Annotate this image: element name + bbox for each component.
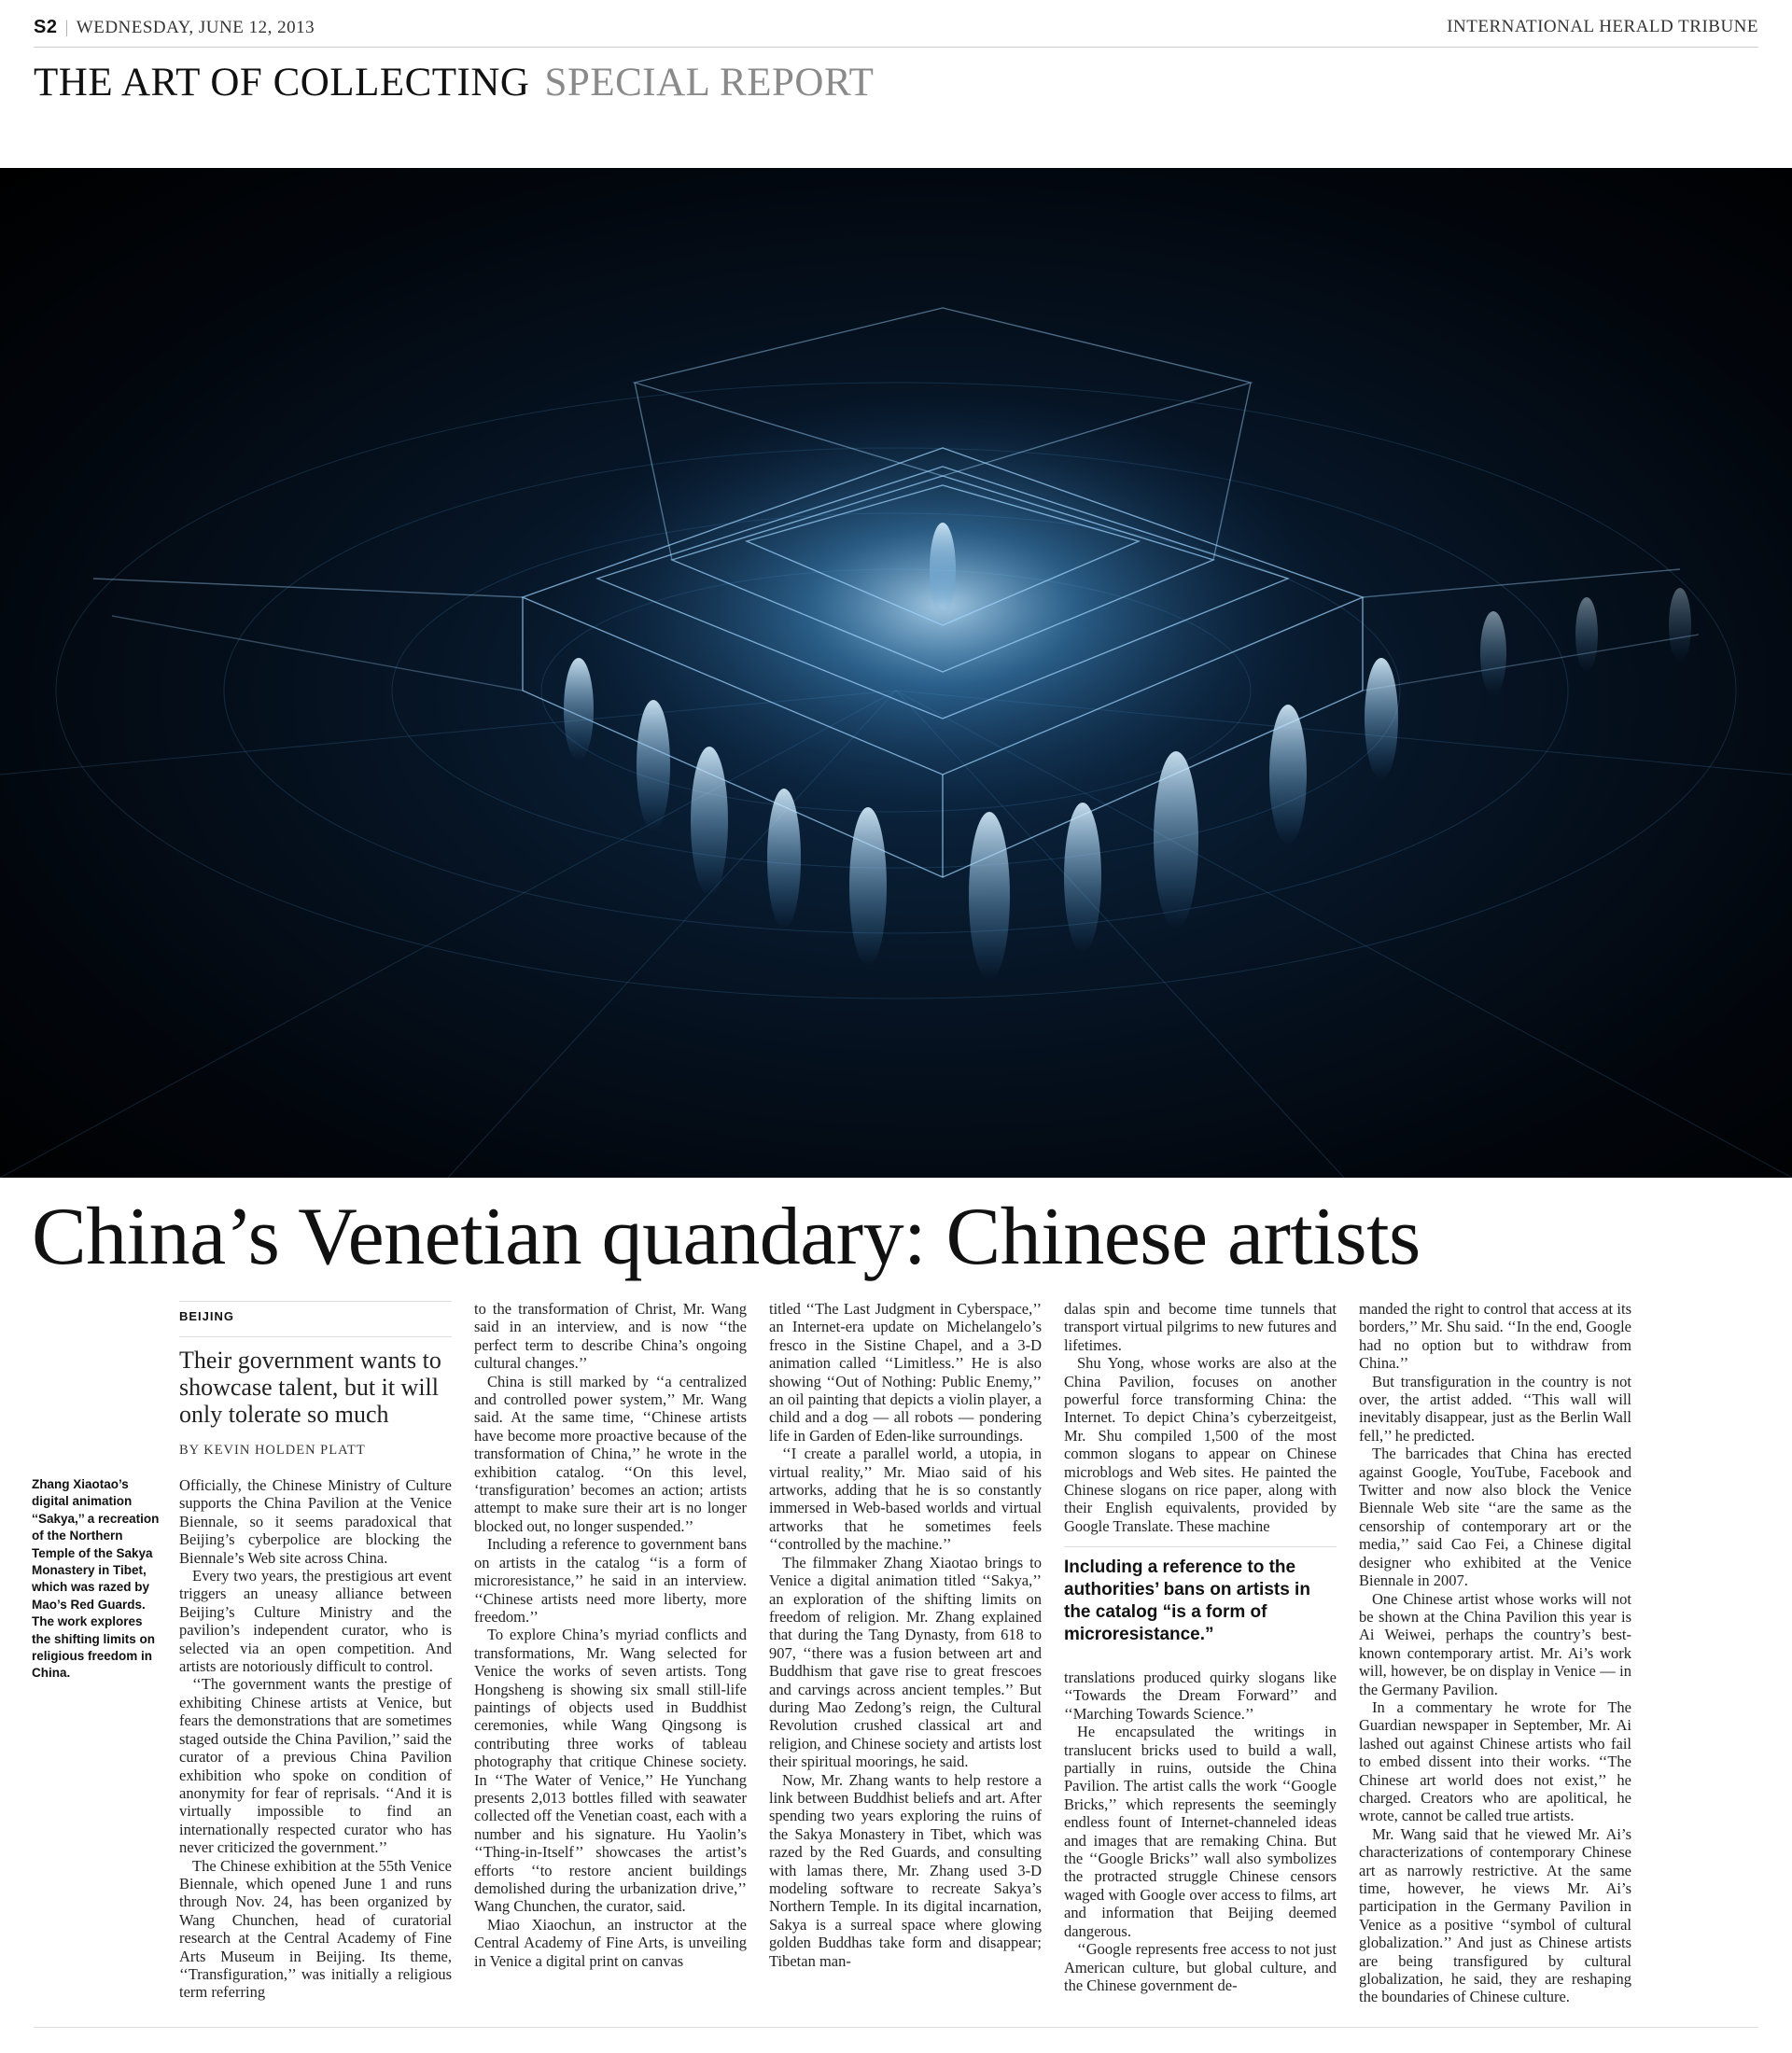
- section-header: [34, 60, 874, 105]
- masthead: [34, 17, 1758, 48]
- paragraph: The barricades that China has erected against Google, YouTube, Facebook and Twitter and now also block the Venice Biennale Web site ‘‘are the same as the censorship of contemporary art or the media,’’ said Cao Fei, a Chinese digital designer who exhibited at the Venice Biennale in 2007.: [1359, 1445, 1631, 1590]
- photo-caption: Zhang Xiaotao’s digital animation ‘‘Sakya,’’ a recreation of the Northern Temple of the Sakya Monastery in Tibet, which was razed by Mao’s Red Guards. The work explores the shifting limits on religious freedom in China.: [32, 1477, 160, 1681]
- article-column-1: [179, 1476, 452, 2002]
- deck: Their government wants to showcase talent, but it will only tolerate so much: [179, 1336, 452, 1428]
- page-number: S2: [34, 17, 58, 37]
- paper-name: INTERNATIONAL HERALD TRIBUNE: [1447, 17, 1758, 36]
- pull-quote: Including a reference to the authorities’ bans on artists in the catalog “is a form of microresistance.”: [1064, 1546, 1337, 1646]
- headline: China’s Venetian quandary: Chinese artists: [32, 1192, 1421, 1282]
- paragraph: Mr. Wang said that he viewed Mr. Ai’s characterizations of contemporary Chinese art as narrowly restrictive. At the same time, however, he views Mr. Ai’s participation in the Germany Pavilion in Venice as a positive ‘‘symbol of cultural globalization.’’ And just as Chinese artists are being transfigured by cultural globalization, he said, they are reshaping the boundaries of Chinese culture.: [1359, 1824, 1631, 2006]
- paragraph: He encapsulated the writings in translucent bricks used to build a wall, partially in ruins, outside the China Pavilion. The artist calls the work ‘‘Google Bricks,’’ which represents the seemingly endless fount of Internet-channeled ideas and images that are remaking China. But the ‘‘Google Bricks’’ wall also symbolizes the protracted struggle Chinese censors waged with Google over access to films, art and information that Beijing deemed dangerous.: [1064, 1723, 1337, 1940]
- bottom-divider: [34, 2027, 1758, 2028]
- paragraph: Now, Mr. Zhang wants to help restore a link between Buddhist beliefs and art. After spending two years exploring the ruins of the Sakya Monastery in Tibet, which was razed by the Red Guards, and consulting with lamas there, Mr. Zhang used 3-D modeling software to recreate Sakya’s Northern Temple. In its digital incarnation, Sakya is a surreal space where glowing golden Buddhas take form and disappear; Tibetan man-: [769, 1770, 1042, 1970]
- paragraph: China is still marked by ‘‘a centralized and controlled power system,’’ Mr. Wang said. At the same time, ‘‘Chinese artists have become more proactive because of the transformation of China,’’ he wrote in the exhibition catalog. ‘‘On this level, ‘transfiguration’ becomes an action; artists attempt to make sure their art is no longer blocked out, no longer suspended.’’: [474, 1372, 747, 1535]
- paragraph: ‘‘The government wants the prestige of exhibiting Chinese artists at Venice, but fears the demonstrations that are sometimes staged outside the China Pavilion,’’ said the curator of a previous China Pavilion exhibition who spoke on condition of anonymity for fear of reprisals. ‘‘And it is virtually impossible to find an internationally respected curator who has never criticized the government.’’: [179, 1675, 452, 1857]
- paragraph: But transfiguration in the country is not over, the artist added. ‘‘This wall will inevitably disappear, just as the Berlin Wall fell,’’ he predicted.: [1359, 1372, 1631, 1445]
- article-column-2: [474, 1300, 747, 1970]
- paragraph: ‘‘Google represents free access to not just American culture, but global culture, and the Chinese government de-: [1064, 1940, 1337, 1994]
- paragraph: titled ‘‘The Last Judgment in Cyberspace,’’ an Internet-era update on Michelangelo’s fresco in the Sistine Chapel, and a 3-D animation called ‘‘Limitless.’’ He is also showing ‘‘Out of Nothing: Public Enemy,’’ an oil painting that depicts a violin player, a child and a dog — all robots — pondering life in Garden of Eden-like surroundings.: [769, 1300, 1042, 1445]
- article-column-3: [769, 1300, 1042, 1970]
- paragraph: One Chinese artist whose works will not be shown at the China Pavilion this year is Ai Weiwei, perhaps the country’s best-known contemporary artist. Mr. Ai’s work will, however, be on display in Venice — in the Germany Pavilion.: [1359, 1589, 1631, 1698]
- paragraph: dalas spin and become time tunnels that transport virtual pilgrims to new futures and lifetimes.: [1064, 1300, 1337, 1354]
- paragraph: Miao Xiaochun, an instructor at the Central Academy of Fine Arts, is unveiling in Venice a digital print on canvas: [474, 1915, 747, 1970]
- hero-photo: [0, 168, 1792, 1178]
- paragraph: translations produced quirky slogans like ‘‘Towards the Dream Forward’’ and ‘‘Marching Towards Science.’’: [1064, 1669, 1337, 1723]
- issue-date: WEDNESDAY, JUNE 12, 2013: [76, 18, 315, 37]
- paragraph: ‘‘I create a parallel world, a utopia, in virtual reality,’’ Mr. Miao said of his artworks, adding that he is so constantly immersed in Web-based worlds and virtual artworks that he sometimes feels ‘‘controlled by the machine.’’: [769, 1445, 1042, 1554]
- paragraph: In a commentary he wrote for The Guardian newspaper in September, Mr. Ai lashed out against Chinese artists who fail to embed dissent into their works. ‘‘The Chinese art world does not exist,’’ he charged. Creators who are apolitical, he wrote, cannot be called true artists.: [1359, 1697, 1631, 1825]
- article-column-5: [1359, 1300, 1631, 2006]
- byline: BY KEVIN HOLDEN PLATT: [179, 1443, 366, 1458]
- paragraph: Officially, the Chinese Ministry of Culture supports the China Pavilion at the Venice Biennale, so it seems paradoxical that Beijing’s cyberpolice are blocking the Biennale’s Web site across China.: [179, 1476, 452, 1567]
- dateline: BEIJING: [179, 1301, 452, 1323]
- section-title: THE ART OF COLLECTING: [34, 61, 530, 105]
- paragraph: The Chinese exhibition at the 55th Venice Biennale, which opened June 1 and runs through Nov. 24, has been organized by Wang Chunchen, head of curatorial research at the Central Academy of Fine Arts Museum in Beijing. Its theme, ‘‘Transfiguration,’’ was initially a religious term referring: [179, 1856, 452, 2002]
- paragraph: Shu Yong, whose works are also at the China Pavilion, focuses on another powerful force transforming China: the Internet. To depict China’s cyberzeitgeist, Mr. Shu compiled 1,500 of the most common slogans to appear on Chinese microblogs and Web sites. He painted the Chinese slogans on rice paper, along with their English equivalents, provided by Google Translate. These machine: [1064, 1354, 1337, 1535]
- paragraph: To explore China’s myriad conflicts and transformations, Mr. Wang selected for Venice the works of seven artists. Tong Hongsheng is showing six small still-life paintings of objects used in Buddhist ceremonies, while Wang Qingsong is contributing three works of tableau photography that critique Chinese society. In ‘‘The Water of Venice,’’ He Yunchang presents 2,013 bottles filled with seawater collected off the Venetian coast, each with a number and his signature. Hu Yaolin’s ‘‘Thing-in-Itself’’ showcases the artist’s efforts ‘‘to restore ancient buildings demolished during the urbanization drive,’’ Wang Chunchen, the curator, said.: [474, 1626, 747, 1916]
- temple-wireframe-image: [0, 168, 1792, 1178]
- section-label: SPECIAL REPORT: [544, 61, 875, 105]
- paragraph: Including a reference to government bans on artists in the catalog ‘‘is a form of microresistance,’’ he said in an interview. ‘‘Chinese artists need more liberty, more freedom.’’: [474, 1535, 747, 1626]
- article-column-4-top: [1064, 1300, 1337, 1535]
- paragraph: Every two years, the prestigious art event triggers an uneasy alliance between Beijing’s Culture Ministry and the pavilion’s independent curator, who is selected via an open competition. And artists are notoriously difficult to control.: [179, 1567, 452, 1676]
- article-column-4-bottom: [1064, 1669, 1337, 1994]
- masthead-separator: |: [64, 18, 69, 37]
- paragraph: to the transformation of Christ, Mr. Wang said in an interview, and is now ‘‘the perfect term to describe China’s ongoing cultural changes.’’: [474, 1300, 747, 1373]
- paragraph: The filmmaker Zhang Xiaotao brings to Venice a digital animation titled ‘‘Sakya,’’ an exploration of the shifting limits on freedom of religion. Mr. Zhang explained that during the Tang Dynasty, from 618 to 907, ‘‘there was a fusion between art and Buddhism that gave rise to great frescoes and carvings across ancient temples.’’ But during Mao Zedong’s reign, the Cultural Revolution crushed classical art and religion, and Chinese society and artists lost their spiritual moorings, he said.: [769, 1553, 1042, 1771]
- paragraph: manded the right to control that access at its borders,’’ Mr. Shu said. ‘‘In the end, Google had no option but to withdraw from China.’’: [1359, 1300, 1631, 1373]
